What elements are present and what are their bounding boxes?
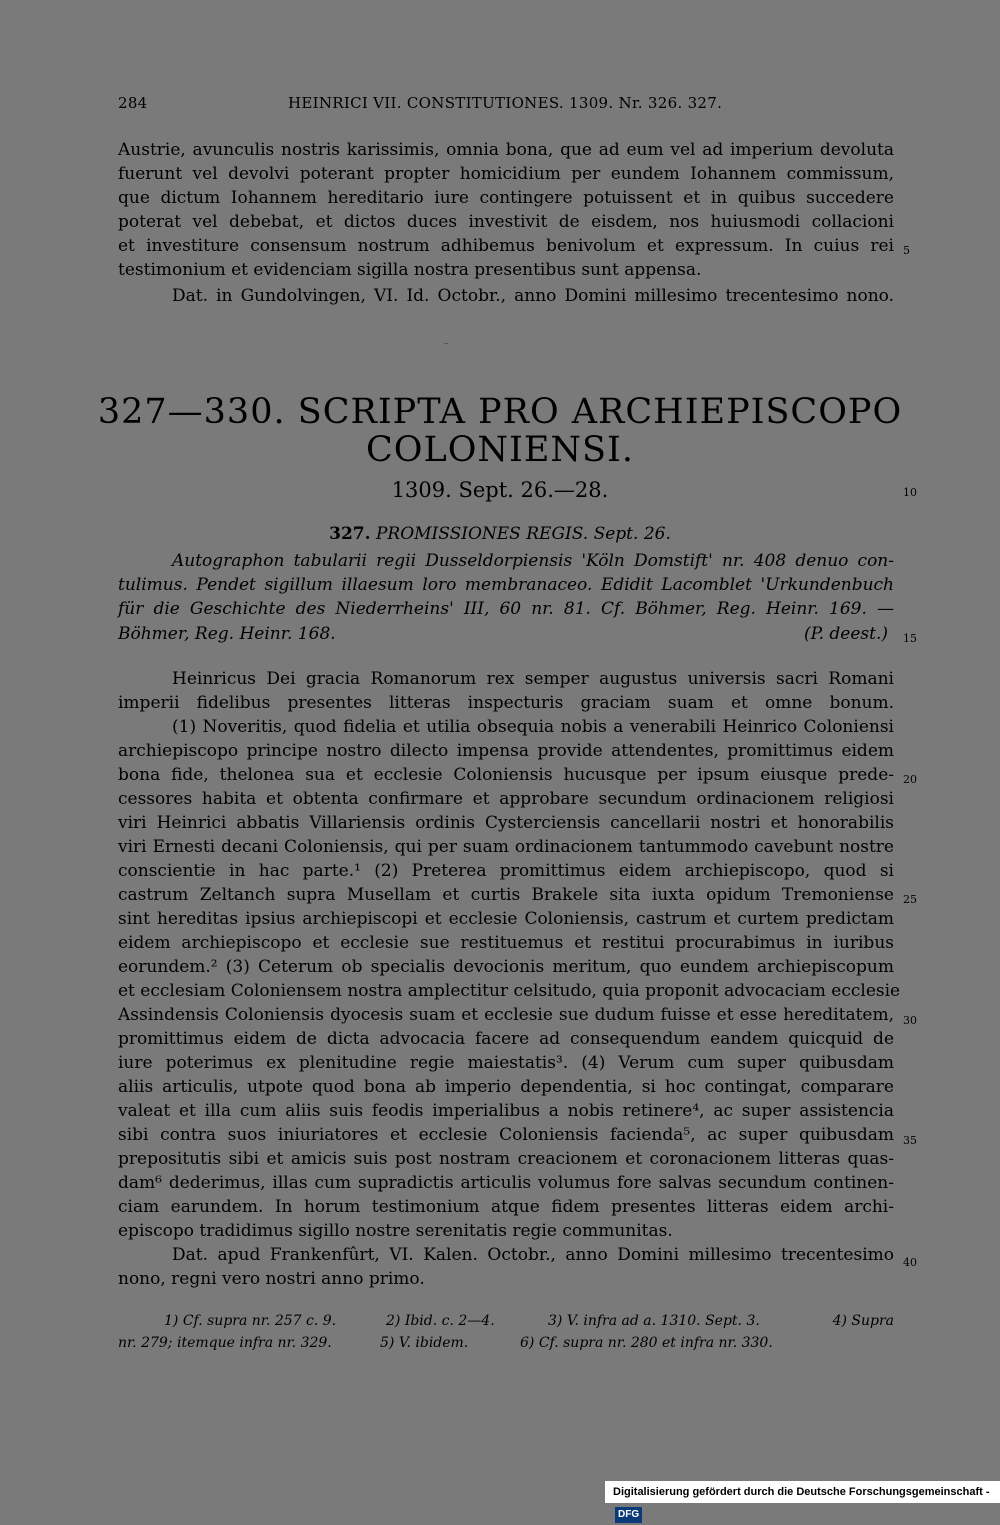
body-line: valeat et illa cum aliis suis feodis imperialibus a nobis retinere⁴, ac super assistencia [118, 1101, 894, 1121]
prev-dat-line: Dat. in Gundolvingen, VI. Id. Octobr., anno Domini millesimo trecentesimo nono. [172, 286, 894, 306]
margin-line-number: 35 [903, 1134, 917, 1147]
body-line: castrum Zeltanch supra Musellam et curtis Brakele sita iuxta opidum Tremoniense [118, 885, 894, 905]
footnote: nr. 279; itemque infra nr. 329. [118, 1335, 332, 1351]
footnote: 1) Cf. supra nr. 257 c. 9. [164, 1313, 337, 1329]
section-title-line2: COLONIENSI. [366, 430, 634, 470]
document-date: Sept. 26. [593, 524, 671, 544]
margin-line-number: 25 [903, 893, 917, 906]
footnote: 6) Cf. supra nr. 280 et infra nr. 330. [520, 1335, 773, 1351]
document-heading [0, 524, 1000, 544]
body-line: sint hereditas ipsius archiepiscopi et ecclesie Coloniensis, castrum et curtem predictam [118, 909, 894, 929]
section-title-line1: 327—330. SCRIPTA PRO ARCHIEPISCOPO [97, 392, 903, 432]
margin-line-number: 30 [903, 1014, 917, 1027]
dat-line: nono, regni vero nostri anno primo. [118, 1269, 425, 1289]
body-line: viri Ernesti decani Coloniensis, qui per suam ordinacionem tantummodo cavebunt nostre [118, 837, 894, 857]
separator-dots: .. [444, 337, 450, 346]
section-date: 1309. Sept. 26.—28. [391, 478, 609, 502]
body-line: imperii fidelibus presentes litteras inspecturis graciam suam et omne bonum. [118, 693, 894, 713]
margin-line-number: 5 [903, 244, 910, 257]
source-note: (P. deest.) [803, 624, 888, 644]
prev-line: fuerunt vel devolvi poterant propter homicidium per eundem Iohannem commissum, [118, 164, 894, 184]
margin-line-number: 10 [903, 486, 917, 499]
margin-line-number: 40 [903, 1256, 917, 1269]
body-line: eidem archiepiscopo et ecclesie sue restituemus et restitui procurabimus in iuribus [118, 933, 894, 953]
footnote: 3) V. infra ad a. 1310. Sept. 3. [548, 1313, 760, 1329]
body-line: aliis articulis, utpote quod bona ab imperio dependentia, si hoc contingat, comparare [118, 1077, 894, 1097]
body-line: cessores habita et obtenta confirmare et approbare secundum ordinacionem religiosi [118, 789, 894, 809]
body-line: (1) Noveritis, quod fidelia et utilia obsequia nobis a venerabili Heinrico Coloniensi [172, 717, 894, 737]
body-line: iure poterimus ex plenitudine regie maiestatis³. (4) Verum cum super quibusdam [118, 1053, 894, 1073]
prev-line: poterat vel debebat, et dictos duces investivit de eisdem, nos huiusmodi collacioni [118, 212, 894, 232]
body-line: conscientie in hac parte.¹ (2) Preterea promittimus eidem archiepiscopo, quod si [118, 861, 894, 881]
body-line: Heinricus Dei gracia Romanorum rex semper augustus universis sacri Romani [172, 669, 894, 689]
margin-line-number: 15 [903, 632, 917, 645]
body-line: archiepiscopo principe nostro dilecto impensa provide attendentes, promittimus eidem [118, 741, 894, 761]
body-line: promittimus eidem de dicta advocacia facere ad consequendum eandem quicquid de [118, 1029, 894, 1049]
body-line: episcopo tradidimus sigillo nostre serenitatis regie communitas. [118, 1221, 673, 1241]
prev-line: Austrie, avunculis nostris karissimis, omnia bona, que ad eum vel ad imperium devoluta [118, 140, 894, 160]
body-line: Assindensis Coloniensis dyocesis suam et ecclesie sue dudum fuisse et esse hereditatem, [118, 1005, 894, 1025]
source-line: für die Geschichte des Niederrheins' III, 60 nr. 81. Cf. Böhmer, Reg. Heinr. 169. — [118, 599, 894, 619]
body-line: sibi contra suos iniuriatores et ecclesie Coloniensis facienda⁵, ac super quibusdam [118, 1125, 894, 1145]
document-title: PROMISSIONES REGIS. [375, 524, 589, 544]
dfg-logo: DFG [615, 1507, 642, 1523]
margin-line-number: 20 [903, 773, 917, 786]
footnote: 2) Ibid. c. 2—4. [386, 1313, 495, 1329]
body-line: dam⁶ dederimus, illas cum supradictis articulis volumus fore salvas secundum continen- [118, 1173, 894, 1193]
dat-line: Dat. apud Frankenfûrt, VI. Kalen. Octobr., anno Domini millesimo trecentesimo [172, 1245, 894, 1265]
footnote: 5) V. ibidem. [380, 1335, 469, 1351]
document-number: 327. [329, 524, 371, 544]
digitization-footer [605, 1481, 1000, 1520]
source-line: Autographon tabularii regii Dusseldorpiensis 'Köln Domstift' nr. 408 denuo con- [172, 551, 894, 571]
body-line: ciam earundem. In horum testimonium atque fidem presentes litteras eidem archi- [118, 1197, 894, 1217]
body-line: bona fide, thelonea sua et ecclesie Coloniensis hucusque per ipsum eiusque prede- [118, 765, 894, 785]
prev-line: et investiture consensum nostrum adhibemus benivolum et expressum. In cuius rei [118, 236, 894, 256]
body-line: viri Heinrici abbatis Villariensis ordinis Cysterciensis cancellarii nostri et honorabilis [118, 813, 894, 833]
footnote: 4) Supra [832, 1313, 894, 1329]
prev-line: que dictum Iohannem hereditario iure contingere potuissent et in quibus succedere [118, 188, 894, 208]
footer-text: Digitalisierung gefördert durch die Deutsche Forschungsgemeinschaft - [613, 1486, 990, 1498]
prev-line: testimonium et evidenciam sigilla nostra presentibus sunt appensa. [118, 260, 702, 280]
running-title: HEINRICI VII. CONSTITUTIONES. 1309. Nr. 326. 327. [288, 94, 723, 112]
page-number: 284 [118, 94, 148, 112]
source-last: Böhmer, Reg. Heinr. 168. [118, 624, 336, 644]
source-line: tulimus. Pendet sigillum illaesum loro membranaceo. Edidit Lacomblet 'Urkundenbuch [118, 575, 894, 595]
body-line: et ecclesiam Coloniensem nostra amplectitur celsitudo, quia proponit advocaciam ecclesie [118, 981, 901, 1001]
source-line [118, 622, 894, 646]
body-line: eorundem.² (3) Ceterum ob specialis devocionis meritum, quo eundem archiepiscopum [118, 957, 894, 977]
body-line: prepositutis sibi et amicis suis post nostram creacionem et coronacionem litteras quas- [118, 1149, 894, 1169]
